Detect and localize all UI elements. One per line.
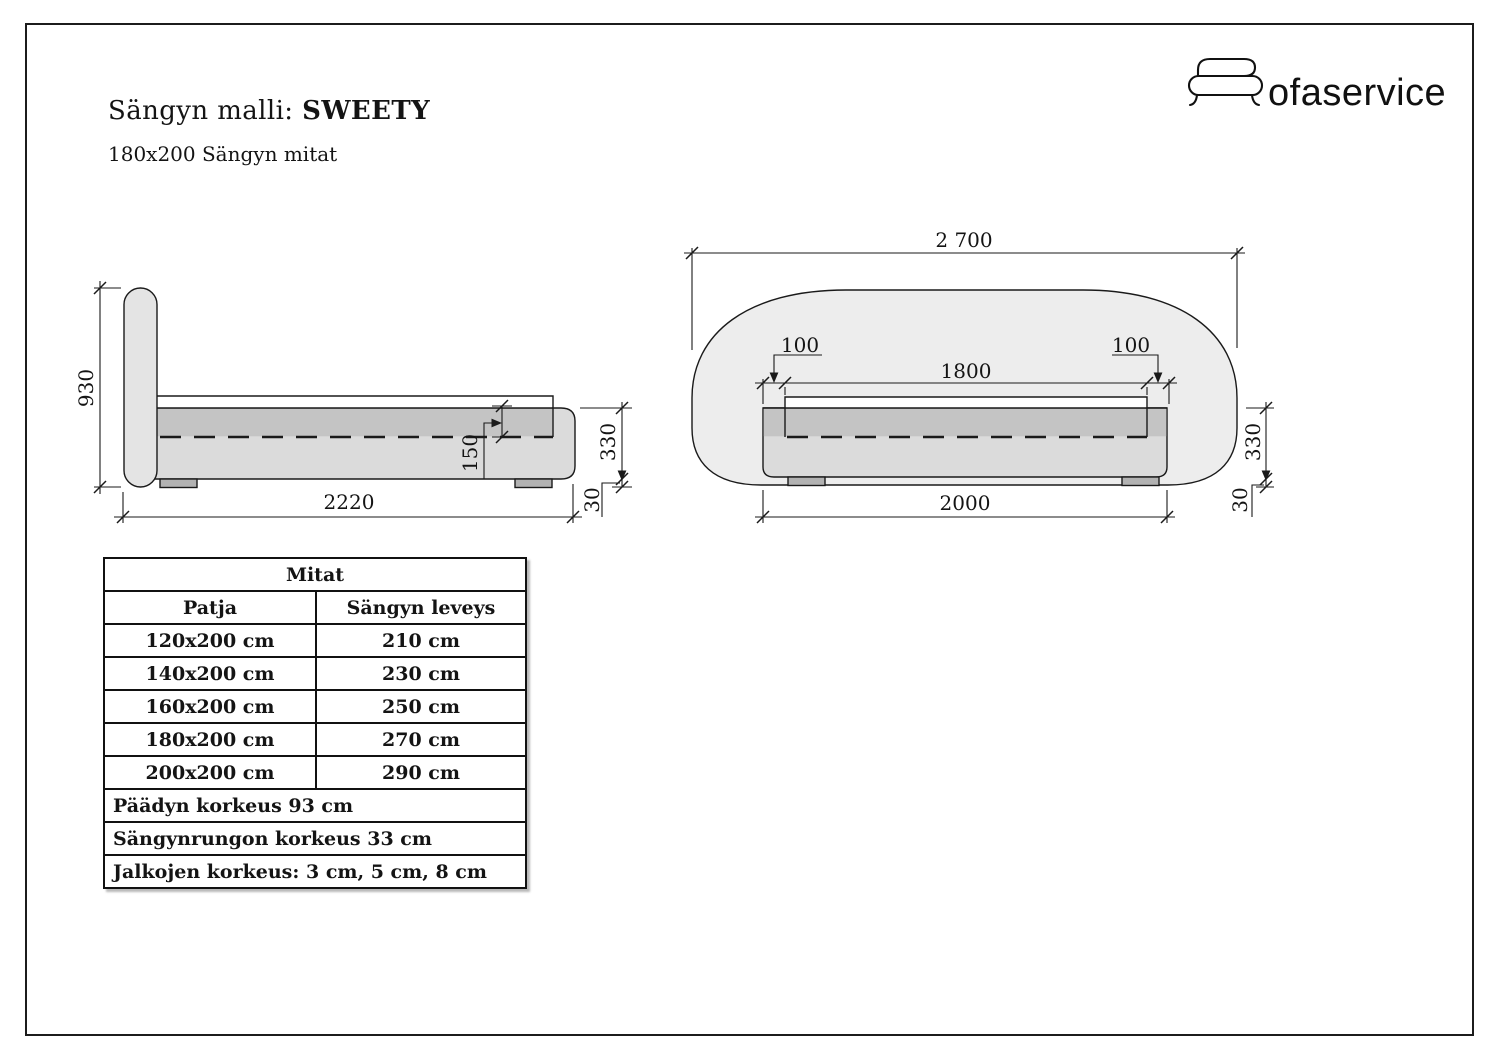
table-col-patja: Patja	[104, 591, 316, 624]
table-row	[104, 690, 526, 723]
dim-front-mattress-width: 1800	[940, 359, 992, 383]
side-headboard	[124, 288, 157, 487]
table-cell-width: 230 cm	[316, 657, 526, 690]
table-row	[104, 657, 526, 690]
table-note-headboard: Päädyn korkeus 93 cm	[104, 789, 526, 822]
table-cell-mattress: 140x200 cm	[104, 657, 316, 690]
table-cell-mattress: 120x200 cm	[104, 624, 316, 657]
table-row	[104, 624, 526, 657]
front-view-drawing	[692, 290, 1237, 486]
table-cell-mattress: 160x200 cm	[104, 690, 316, 723]
dim-front-total-width: 2 700	[935, 228, 993, 252]
table-note-row	[104, 789, 526, 822]
dim-side-leg-height: 30	[580, 487, 604, 513]
dim-front-leg-height: 30	[1228, 487, 1252, 513]
dim-front-frame-height: 330	[1241, 422, 1265, 462]
table-cell-width: 210 cm	[316, 624, 526, 657]
table-cell-width: 270 cm	[316, 723, 526, 756]
page-subtitle: 180x200 Sängyn mitat	[108, 142, 338, 166]
table-cell-mattress: 200x200 cm	[104, 756, 316, 789]
table-note-legs: Jalkojen korkeus: 3 cm, 5 cm, 8 cm	[104, 855, 526, 888]
front-overlap-band	[764, 409, 1167, 437]
front-mattress-top	[786, 398, 1147, 408]
dim-front-right-offset: 100	[1111, 333, 1151, 357]
table-col-leveys: Sängyn leveys	[316, 591, 526, 624]
front-foot-left	[788, 477, 825, 486]
page-title-model: SWEETY	[302, 96, 431, 126]
table-row	[104, 723, 526, 756]
dim-front-left-offset: 100	[780, 333, 820, 357]
table-note-row	[104, 855, 526, 888]
dim-side-total-height: 930	[74, 368, 98, 408]
table-title-row	[104, 558, 526, 591]
side-view-drawing	[124, 288, 575, 488]
dim-side-frame-height: 330	[596, 422, 620, 462]
side-foot-right	[515, 479, 552, 488]
dim-side-total-length: 2220	[323, 490, 375, 514]
dim-front-frame-width: 2000	[939, 491, 991, 515]
table-row	[104, 756, 526, 789]
side-foot-left	[160, 479, 197, 488]
dimensions-table	[103, 557, 527, 889]
dim-side-mattress: 150	[458, 433, 482, 473]
front-foot-right	[1122, 477, 1159, 486]
table-cell-mattress: 180x200 cm	[104, 723, 316, 756]
table-title: Mitat	[104, 558, 526, 591]
page-title-prefix: Sängyn malli:	[108, 96, 303, 126]
table-cell-width: 290 cm	[316, 756, 526, 789]
table-cell-width: 250 cm	[316, 690, 526, 723]
table-note-frame: Sängynrungon korkeus 33 cm	[104, 822, 526, 855]
logo-wordmark: ofaservice	[1268, 72, 1447, 114]
table-note-row	[104, 822, 526, 855]
table-header-row	[104, 591, 526, 624]
